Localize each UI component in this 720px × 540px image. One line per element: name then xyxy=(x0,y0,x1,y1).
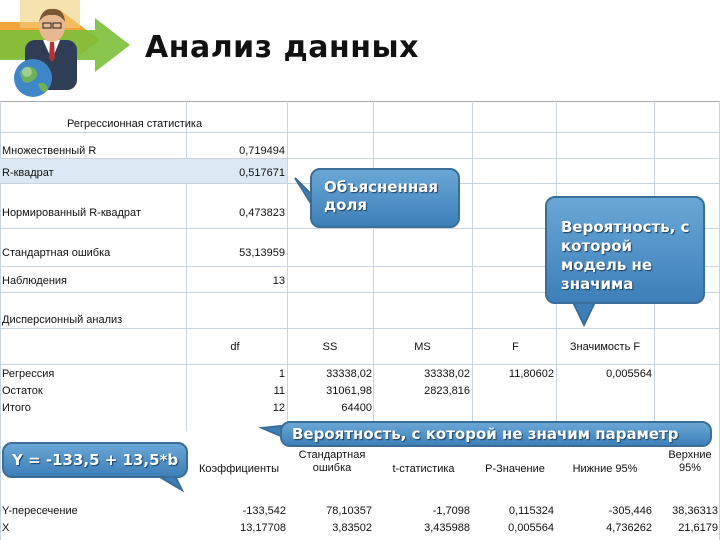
anova-f: 11,80602 xyxy=(508,368,554,380)
coef-low: -305,446 xyxy=(608,505,652,517)
anova-col-header: Значимость F xyxy=(569,341,641,353)
coef-t: -1,7098 xyxy=(432,505,470,517)
reg-stat-label: Стандартная ошибка xyxy=(2,247,111,259)
anova-df: 12 xyxy=(272,402,285,414)
reg-stat-label: Множественный R xyxy=(2,145,97,157)
coef-col-header: Коэффициенты xyxy=(199,463,279,475)
anova-ms: 33338,02 xyxy=(424,368,470,380)
coef-col-header: Верхние 95% xyxy=(668,449,712,474)
coef-col-header: t-статистика xyxy=(392,463,455,475)
reg-stats-header: Регрессионная статистика xyxy=(67,118,203,130)
anova-ss: 31061,98 xyxy=(326,385,372,397)
coef-low: 4,736262 xyxy=(606,522,652,534)
anova-row-label: Итого xyxy=(2,402,31,414)
coef-se: 78,10357 xyxy=(326,505,372,517)
coef-p: 0,005564 xyxy=(508,522,554,534)
reg-stat-label: Наблюдения xyxy=(2,275,68,287)
reg-stat-value: 0,719494 xyxy=(239,145,285,157)
anova-sig-f: 0,005564 xyxy=(606,368,652,380)
coef-col-header: P-Значение xyxy=(485,463,545,475)
callout-explained-share: Объясненная доля xyxy=(310,168,460,228)
anova-col-header: df xyxy=(230,341,240,353)
anova-col-header: F xyxy=(512,341,519,353)
reg-stat-value: 0,517671 xyxy=(239,167,285,179)
anova-ss: 64400 xyxy=(341,402,372,414)
callout-regression-equation: Y = -133,5 + 13,5*b xyxy=(2,442,188,478)
anova-ss: 33338,02 xyxy=(326,368,372,380)
callout-parameter-significance: Вероятность, с которой не значим параметр xyxy=(280,421,712,447)
anova-header: Дисперсионный анализ xyxy=(2,314,123,326)
anova-row-label: Регрессия xyxy=(2,368,55,380)
coef-row-label: X xyxy=(2,522,10,534)
coef-p: 0,115324 xyxy=(508,505,554,517)
coef-col-header: Стандартная ошибка xyxy=(298,449,366,474)
coef-high: 21,6179 xyxy=(678,522,718,534)
callout-model-significance: Вероятность, с которой модель не значима xyxy=(545,196,705,304)
reg-stat-value: 53,13959 xyxy=(239,247,285,259)
anova-col-header: SS xyxy=(322,341,338,353)
coef-col-header: Нижние 95% xyxy=(572,463,638,475)
coef-t: 3,435988 xyxy=(424,522,470,534)
slide-title: Анализ данных xyxy=(145,30,419,65)
coef-value: -133,542 xyxy=(242,505,286,517)
anova-ms: 2823,816 xyxy=(424,385,470,397)
coef-high: 38,36313 xyxy=(672,505,718,517)
coef-value: 13,17708 xyxy=(240,522,286,534)
reg-stat-value: 13 xyxy=(272,275,285,287)
reg-stat-label: Нормированный R-квадрат xyxy=(2,207,141,219)
anova-col-header: MS xyxy=(414,341,431,353)
anova-df: 11 xyxy=(273,385,285,397)
anova-df: 1 xyxy=(278,368,285,380)
anova-row-label: Остаток xyxy=(2,385,43,397)
coef-row-label: Y-пересечение xyxy=(2,505,78,517)
coef-se: 3,83502 xyxy=(332,522,372,534)
reg-stat-value: 0,473823 xyxy=(239,207,285,219)
reg-stat-label: R-квадрат xyxy=(2,167,54,179)
